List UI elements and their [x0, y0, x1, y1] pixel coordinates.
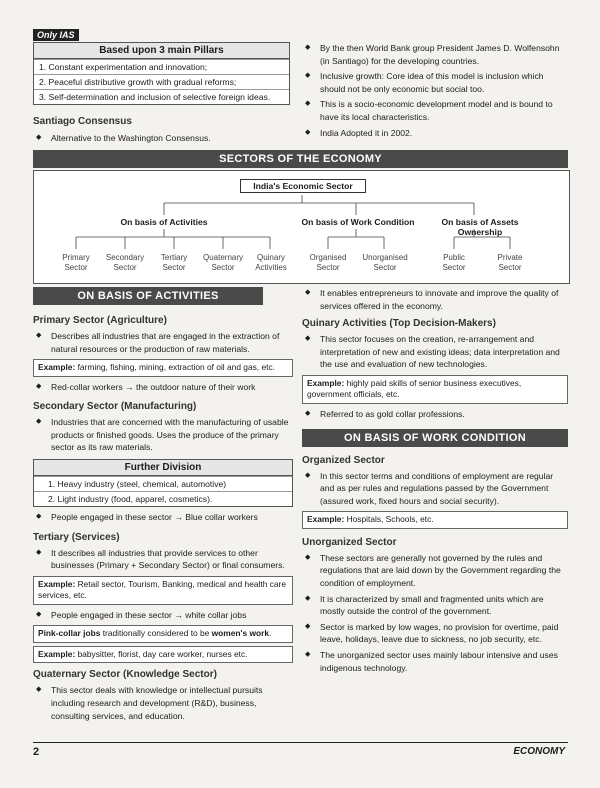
example-label: Example:	[307, 377, 345, 388]
diagram-leaf: Tertiary Sector	[160, 253, 188, 272]
santiago-bullet: ◆ Alternative to the Washington Consensus.	[33, 132, 293, 145]
pink-collar-label: Pink-collar jobs	[38, 628, 101, 639]
diagram-root: India's Economic Sector	[240, 179, 366, 193]
right-column	[302, 287, 568, 674]
work-condition-banner: ON BASIS OF WORK CONDITION	[302, 429, 568, 447]
footer-subject: ECONOMY	[513, 746, 565, 757]
tertiary-bullet: ◆ It describes all industries that provide services to other businesses (Primary + Secondary Sector) or final consumers.	[33, 547, 293, 572]
pink-collar-end: .	[269, 628, 272, 639]
right-top-bullet: ◆ This is a socio-economic development model and is bound to have its local characteristics.	[302, 98, 568, 123]
quinary-bullet: ◆ Referred to as gold collar professions.	[302, 408, 568, 421]
unorganized-bullet: ◆ The unorganized sector uses mainly labour intensive and uses indigenous technology.	[302, 649, 568, 674]
example-text: highly paid skills of senior business executives, government officials, etc.	[307, 377, 522, 400]
right-top-bullets	[302, 42, 568, 139]
quaternary-heading: Quaternary Sector (Knowledge Sector)	[33, 669, 217, 681]
example-text: babysitter, florist, day care worker, nurses etc.	[75, 648, 248, 659]
organized-heading: Organized Sector	[302, 454, 385, 466]
pink-collar-text: traditionally considered to be	[100, 628, 212, 639]
secondary-heading: Secondary Sector (Manufacturing)	[33, 401, 197, 413]
diagram-leaf: Quinary Activities	[255, 253, 287, 272]
primary-bullet: ◆ Describes all industries that are engaged in the extraction of natural resources or the production of raw materials.	[33, 330, 293, 355]
primary-heading: Primary Sector (Agriculture)	[33, 315, 167, 326]
example-text: farming, fishing, mining, extraction of oil and gas, etc.	[75, 362, 275, 373]
unorganized-bullet: ◆ It is characterized by small and fragmented units which are mostly outside the control of the government.	[302, 593, 568, 618]
sectors-banner: SECTORS OF THE ECONOMY	[33, 150, 568, 168]
example-label: Example:	[38, 578, 76, 589]
primary-example	[33, 359, 293, 377]
right-top-bullet: ◆ Inclusive growth: Core idea of this model is inclusion which should not be only economic but social too.	[302, 70, 568, 95]
diagram-leaf: Unorganised Sector	[362, 253, 408, 272]
quaternary-bullet: ◆ This sector deals with knowledge or intellectual pursuits including research and development (R&D), business, consulting services, and education.	[33, 684, 293, 722]
right-top-bullet: ◆ India Adopted it in 2002.	[302, 127, 568, 140]
diagram-group-label: On basis of Activities	[120, 217, 208, 227]
sector-diagram	[33, 170, 570, 284]
activities-banner: ON BASIS OF ACTIVITIES	[33, 287, 263, 305]
diagram-group-label: On basis of Assets Ownership	[441, 217, 519, 237]
example-text: Retail sector, Tourism, Banking, medical and health care services, etc.	[38, 578, 286, 601]
tertiary-bullet: ◆ People engaged in these sector → white collar jobs	[33, 609, 293, 622]
pillar-item: 2. Peaceful distributive growth with gradual reforms;	[34, 74, 289, 89]
diagram-leaf: Secondary Sector	[105, 253, 145, 272]
further-division-box	[33, 459, 293, 507]
quinary-example	[302, 375, 568, 404]
pink-collar-emphasis: women's work	[211, 628, 270, 639]
diagram-leaf: Private Sector	[497, 253, 523, 272]
tertiary-heading: Tertiary (Services)	[33, 531, 120, 543]
footer-rule	[33, 742, 568, 743]
quinary-heading: Quinary Activities (Top Decision-Makers)	[302, 318, 496, 330]
diagram-leaf: Organised Sector	[309, 253, 347, 272]
further-division-heading: Further Division	[34, 460, 292, 476]
diagram-leaf: Quaternary Sector	[202, 253, 244, 272]
example-text: Hospitals, Schools, etc.	[344, 514, 434, 525]
primary-bullet: ◆ Red-collar workers → the outdoor nature of their work	[33, 381, 293, 394]
further-division-item: 1. Heavy industry (steel, chemical, automotive)	[34, 476, 292, 491]
right-top-bullet: ◆ By the then World Bank group President James D. Wolfensohn (in Santiago) for the developing countries.	[302, 42, 568, 67]
pillars-box	[33, 42, 290, 105]
diagram-leaf: Public Sector	[442, 253, 466, 272]
diagram-leaf: Primary Sector	[62, 253, 90, 272]
page-number: 2	[33, 746, 40, 758]
organized-bullet: ◆ In this sector terms and conditions of employment are regular and as per rules and regulations passed by the Government (assured work, fixed hours and social security).	[302, 470, 568, 508]
example-label: Example:	[307, 514, 345, 525]
unorganized-heading: Unorganized Sector	[302, 536, 397, 548]
quaternary-bullet-cont: ◆ It enables entrepreneurs to innovate and improve the quality of services offered in the economy.	[302, 287, 568, 312]
secondary-bullet: ◆ Industries that are concerned with the manufacturing of usable products or finished goods. Uses the produce of the primary sector as its raw materials.	[33, 416, 293, 454]
further-division-item: 2. Light industry (food, apparel, cosmetics).	[34, 491, 292, 506]
example-label: Example:	[38, 648, 76, 659]
pillars-heading: Based upon 3 main Pillars	[34, 43, 289, 59]
santiago-heading: Santiago Consensus	[33, 116, 132, 127]
quinary-bullet: ◆ This sector focuses on the creation, re-arrangement and interpretation of new and existing ideas; data interpretation and the use and evaluation of new technologies.	[302, 333, 568, 371]
only-ias-tag: Only IAS	[33, 29, 79, 41]
santiago-section	[33, 116, 293, 145]
pillar-item: 1. Constant experimentation and innovation;	[34, 59, 289, 74]
pillar-item: 3. Self-determination and inclusion of selective foreign ideas.	[34, 89, 289, 104]
left-column	[33, 287, 293, 722]
unorganized-bullet: ◆ These sectors are generally not governed by the rules and regulations that are laid down by the Government regarding the condition of employment.	[302, 552, 568, 590]
unorganized-bullet: ◆ Sector is marked by low wages, no provision for overtime, paid leave, holidays, leave due to sickness, no job security, etc.	[302, 621, 568, 646]
pink-collar-box	[33, 625, 293, 643]
diagram-group-label: On basis of Work Condition	[301, 217, 415, 227]
organized-example	[302, 511, 568, 529]
example-label: Example:	[38, 362, 76, 373]
tertiary-example	[33, 646, 293, 664]
secondary-bullet: ◆ People engaged in these sector → Blue collar workers	[33, 511, 293, 524]
tertiary-example	[33, 576, 293, 605]
